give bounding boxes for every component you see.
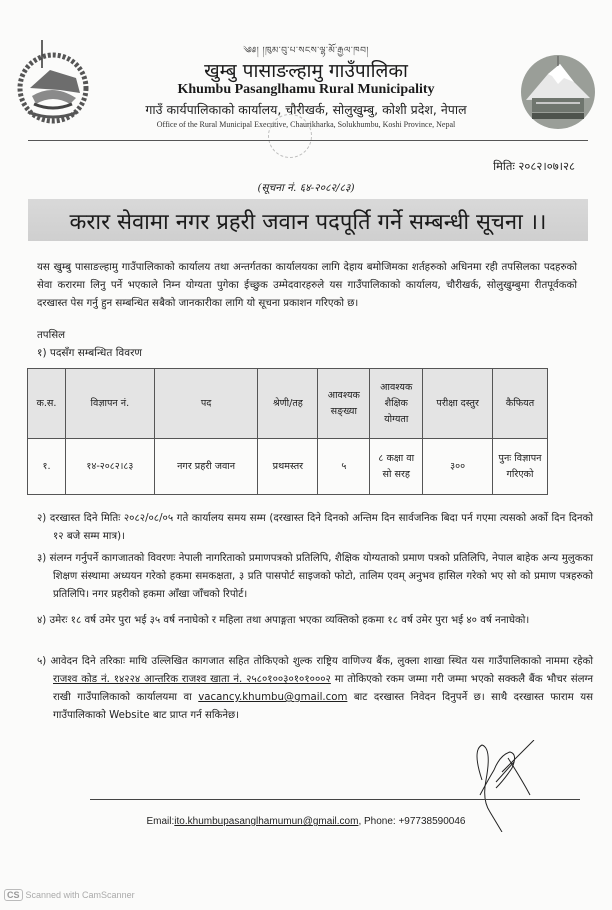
col-header-level: श्रेणी/तह <box>258 369 318 439</box>
cell-level: प्रथमस्तर <box>258 439 318 495</box>
camscanner-watermark <box>4 889 135 901</box>
header-divider <box>28 140 588 141</box>
email-label: Email: <box>146 816 175 827</box>
table-row <box>28 439 548 495</box>
col-header-remarks: कैफियत <box>493 369 548 439</box>
vacancy-email-link[interactable]: vacancy.khumbu@gmail.com <box>198 692 348 703</box>
method-text-a: ५) आवेदन दिने तरिकाः माथि उल्लिखित कागजात सहित तोकिएको शुल्क राष्ट्रिय वाणिज्य बैंक, लुक्ला शाखा स्थित यस गाउँपालिकाको नाममा रहेको <box>37 656 593 667</box>
post-details-table <box>27 368 548 495</box>
camscanner-text: Scanned with CamScanner <box>25 890 135 900</box>
municipality-name-english: Khumbu Pasanglhamu Rural Municipality <box>177 82 435 97</box>
contact-phone: , Phone: +97738590046 <box>358 816 466 827</box>
contact-footer <box>0 816 612 827</box>
notice-title: करार सेवामा नगर प्रहरी जवान पदपूर्ति गर्ने सम्बन्धी सूचना ।। <box>69 210 547 235</box>
cell-remarks: पुनः विज्ञापन गरिएको <box>493 439 548 495</box>
cell-qualification: ८ कक्षा वा सो सरह <box>370 439 423 495</box>
footer-divider <box>90 799 580 800</box>
notice-date: मितिः २०८२।०७।२८ <box>493 159 575 173</box>
notice-title-banner <box>28 199 588 241</box>
contact-email-link[interactable]: ito.khumbupasanglhamumun@gmail.com <box>174 816 359 827</box>
notice-number: (सूचना नं. ६४-२०८२/८३) <box>257 182 355 194</box>
camscanner-logo-icon: CS <box>4 889 23 901</box>
cell-exam-fee: ३०० <box>423 439 493 495</box>
cell-serial: १. <box>28 439 66 495</box>
col-header-serial: क.स. <box>28 369 66 439</box>
cell-advert-no: १४-२०८२।८३ <box>65 439 154 495</box>
item-age-requirement: ४) उमेरः १८ वर्ष उमेर पुरा भई ३५ वर्ष ननाघेको र महिला तथा अपाङ्गता भएका व्यक्तिको हकमा १८ वर्ष उमेर पुरा भई ४० वर्ष ननाघेको। <box>37 615 530 626</box>
col-header-required-number: आवश्यक सङ्ख्या <box>318 369 370 439</box>
item-application-deadline: २) दरखास्त दिने मितिः २०८२/०८/०५ गते कार्यालय समय सम्म (दरखास्त दिने दिनको अन्तिम दिन सार्वजनिक बिदा पर्न गएमा त्यसको अर्को दिन दिनको १२ बजे सम्म मात्र)। <box>37 513 593 542</box>
item-application-method <box>37 653 593 725</box>
col-header-exam-fee: परीक्षा दस्तुर <box>423 369 493 439</box>
cell-required-number: ५ <box>318 439 370 495</box>
col-header-qualification: आवश्यक शैक्षिक योग्यता <box>370 369 423 439</box>
intro-paragraph: यस खुम्बु पासाङल्हामु गाउँपालिकाको कार्यालय तथा अन्तर्गतका कार्यालयका लागि देहाय बमोजिमका शर्तहरुको अधिनमा रही तपसिलका पदहरुको सेवा करारमा लिनु पर्ने भएकाले निम्न योग्यता पुगेका ईच्छुक उम्मेदवारहरुले यस गाउँपालिकाको कार्यालय, चौरीखर्क, सोलुखुम्बुमा रीतपूर्वकको दरखास्त पेस गर्नु हुन सम्बन्धित सबैको जानकारीका लागि यो सूचना प्रकाशन गरिएको छ। <box>37 262 577 309</box>
tibetan-header-line: ༄༅། །ཁུམ་བུ་པ་སངས་ལྷ་མོ་རྒྱལ་ཁབ། <box>243 46 369 56</box>
municipality-name-nepali: खुम्बु पासाङल्हामु गाउँपालिका <box>204 60 408 82</box>
office-stamp <box>268 114 312 158</box>
section-1-title: १) पदसँग सम्बन्धित विवरण <box>37 347 142 359</box>
office-address-english: Office of the Rural Municipal Executive, Chaurikharka, Solukhumbu, Koshi Province, Nepal <box>156 120 456 129</box>
table-header-row <box>28 369 548 439</box>
cell-post: नगर प्रहरी जवान <box>154 439 258 495</box>
office-address-nepali: गाउँ कार्यपालिकाको कार्यालय, चौरीखर्क, सोलुखुम्बु, कोशी प्रदेश, नेपाल <box>145 102 467 117</box>
col-header-post: पद <box>154 369 258 439</box>
method-text-c: बाट दरखास्त निवेदन दिनुपर्ने छ। साथै दरखास्त फाराम यस गाउँपालिकाको Website बाट प्राप्त गर्न सकिनेछ। <box>53 692 593 721</box>
revenue-code-account: राजश्व कोड नं. १४२२४ आन्तरिक राजश्व खाता नं. २५८०१००३०१०१०००२ <box>53 674 331 685</box>
method-text-b: मा तोकिएको रकम जम्मा गरी जम्मा भएको सक्कलै बैंक भौचर संलग्न राखी गाउँपालिकाको कार्यालयमा वा <box>53 674 594 703</box>
tapsil-label: तपसिल <box>37 330 66 341</box>
col-header-advert-no: विज्ञापन नं. <box>65 369 154 439</box>
item-required-documents: ३) संलग्न गर्नुपर्ने कागजातको विवरणः नेपाली नागरिताको प्रमाणपत्रको प्रतिलिपि, शैक्षिक योग्यताको प्रमाण पत्रको प्रतिलिपि, नेपाल बाहेक अन्य मुलुकका शिक्षण संस्थामा अध्ययन गरेको हकमा समकक्षता, ३ प्रति पासपोर्ट साइजको फोटो, तालिम एवम् अनुभव हासिल गरेको भए सो को प्रमाण पत्रहरुको प्रतिलिपि। नगर प्रहरीको हकमा आँखा जाँचको रिपोर्ट। <box>37 553 593 600</box>
